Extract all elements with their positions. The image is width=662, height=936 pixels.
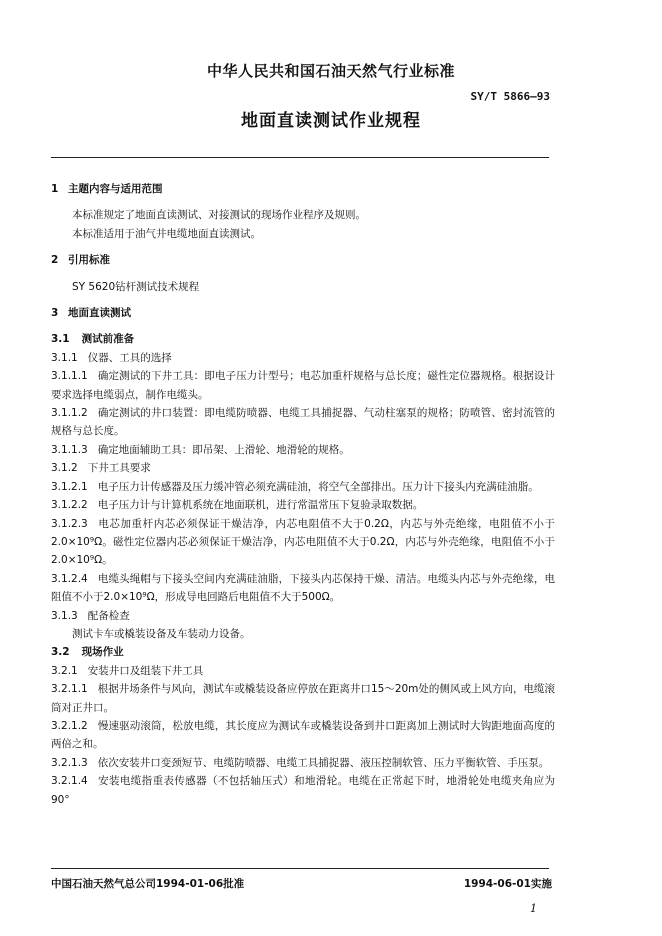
paragraph: 本标准规定了地面直读测试、对接测试的现场作业程序及规则。: [72, 209, 366, 222]
subsection-heading: 3.1.3 配备检查: [51, 609, 130, 622]
clause: 3.1.1.1 确定测试的下井工具：即电子压力计型号；电芯加重杆规格与总长度；磁性定位器规格。根据设计要求选择电缆弱点，制作电缆头。: [51, 370, 555, 401]
clause: 3.2.1.2 慢速驱动滚筒，松放电缆，其长度应为测试车或橇装设备到井口距离加上测试时大钩距地面高度的两倍之和。: [51, 719, 555, 751]
section-heading: 2 引用标准: [51, 254, 110, 267]
footer-rule: [51, 868, 549, 869]
subsection-heading: 3.1.1 仪器、工具的选择: [51, 351, 172, 364]
subsection-heading: 3.1 测试前准备: [51, 333, 135, 346]
implementation-date: 1994-06-01实施: [463, 878, 552, 890]
document-body: [51, 180, 555, 809]
clause: 3.1.2.2 电子压力计与计算机系统在地面联机，进行常温常压下复验录取数据。: [51, 499, 424, 512]
subsection-heading: 3.2 现场作业: [51, 646, 124, 659]
clause: 3.2.1.3 依次安装井口变颈短节、电缆防喷器、电缆工具捕捉器、液压控制软管、压力平衡软管、手压泵。: [51, 756, 550, 769]
clause: 3.1.2.1 电子压力计传感器及压力缓冲管必须充满硅油，将空气全部排出。压力计下接头内充满硅油脂。: [51, 480, 539, 493]
approval-note: 中国石油天然气总公司1994-01-06批准: [51, 878, 245, 890]
paragraph: 本标准适用于油气井电缆地面直读测试。: [72, 227, 261, 240]
clause: 3.1.2.3 电芯加重杆内芯必须保证干燥洁净，内芯电阻值不大于0.2Ω，内芯与外壳绝缘，电阻值不小于2.0×10⁹Ω。磁性定位器内芯必须保证干燥洁净，内芯电阻值不大于0.2Ω，内芯与外壳绝缘，电阻值不小于2.0×10⁹Ω。: [51, 517, 555, 567]
clause: 3.1.1.2 确定测试的井口装置：即电缆防喷器、电缆工具捕捉器、气动柱塞泵的规格；防喷管、密封流管的规格与总长度。: [51, 407, 555, 438]
page-number: 1: [530, 902, 537, 915]
section-heading: 1 主题内容与适用范围: [51, 183, 163, 195]
clause: 3.1.1.3 确定地面辅助工具：即吊架、上滑轮、地滑轮的规格。: [51, 443, 350, 456]
subsection-heading: 3.1.2 下井工具要求: [51, 462, 151, 475]
org-title: 中华人民共和国石油天然气行业标准: [206, 62, 455, 80]
clause: 3.2.1.4 安装电缆指重表传感器（不包括轴压式）和地滑轮。电缆在正常起下时，地滑轮处电缆夹角应为90°: [51, 775, 555, 806]
clause: 3.1.2.4 电缆头绳帽与下接头空间内充满硅油脂，下接头内芯保持干燥、清洁。电缆头内芯与外壳绝缘，电阻值不小于2.0×10⁹Ω，形成导电回路后电阻值不大于500Ω。: [51, 572, 555, 604]
standard-code: SY/T 5866—93: [470, 90, 550, 103]
section-heading: 3 地面直读测试: [51, 307, 131, 320]
doc-title: 地面直读测试作业规程: [241, 111, 421, 131]
clause: 3.2.1.1 根据井场条件与风向，测试车或橇装设备应停放在距离井口15～20m处的侧风或上风方向，电缆滚筒对正井口。: [51, 683, 555, 714]
subsection-heading: 3.2.1 安装井口及组装下井工具: [51, 664, 204, 677]
paragraph: 测试卡车或橇装设备及车装动力设备。: [72, 627, 251, 640]
header-rule: [51, 157, 549, 158]
paragraph: SY 5620钻杆测试技术规程: [72, 280, 200, 293]
